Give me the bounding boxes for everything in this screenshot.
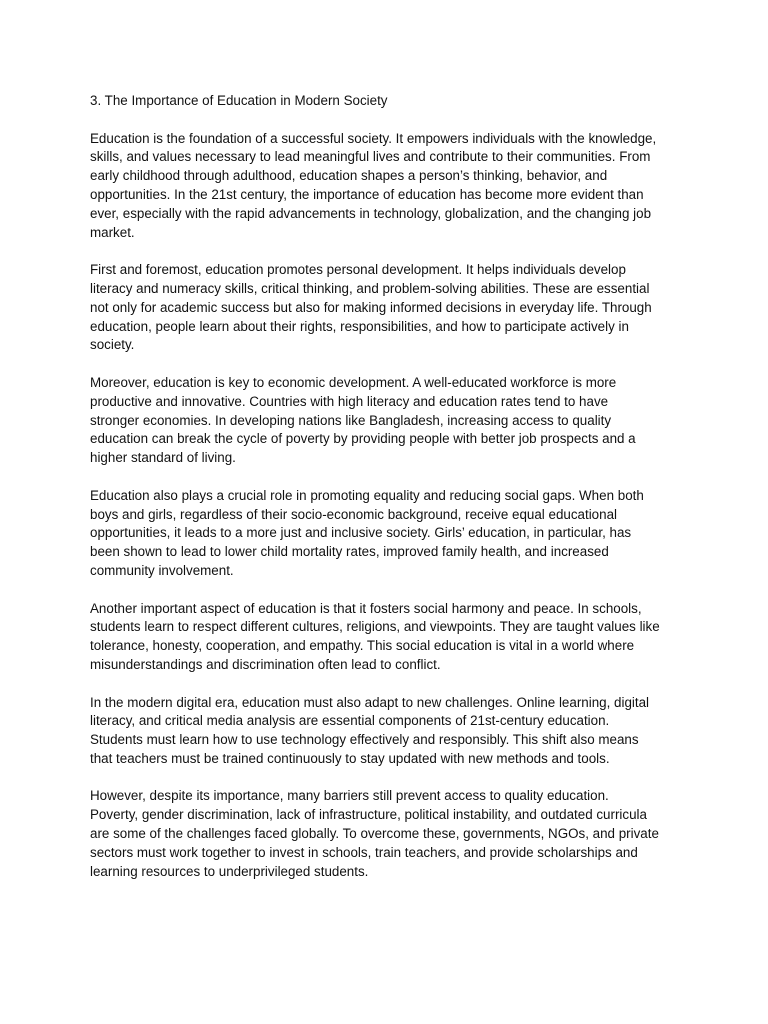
paragraph-line: sectors must work together to invest in schools, train teachers, and provide scholarships and <box>90 844 638 860</box>
paragraph-line: literacy, and critical media analysis are essential components of 21st-century education. <box>90 713 610 729</box>
paragraph-line: boys and girls, regardless of their socio-economic background, receive equal educational <box>90 506 617 522</box>
paragraph-line: education, people learn about their rights, responsibilities, and how to participate actively in <box>90 318 629 334</box>
paragraph-line: opportunities. In the 21st century, the importance of education has become more evident than <box>90 186 644 202</box>
paragraph-line: community involvement. <box>90 562 234 578</box>
paragraph-line: However, despite its importance, many barriers still prevent access to quality education. <box>90 788 609 804</box>
paragraph-line: learning resources to underprivileged students. <box>90 863 369 879</box>
document-title: 3. The Importance of Education in Modern Society <box>90 93 388 108</box>
body-paragraph <box>90 487 680 581</box>
paragraph-line: opportunities, it leads to a more just and inclusive society. Girls’ education, in particular, has <box>90 525 632 541</box>
paragraph-line: education can break the cycle of poverty by providing people with better job prospects and a <box>90 431 636 447</box>
body-paragraph <box>90 374 680 468</box>
paragraph-line: market. <box>90 224 135 240</box>
body-paragraph <box>90 261 680 355</box>
body-paragraph <box>90 130 680 243</box>
body-paragraph <box>90 787 680 881</box>
paragraph-line: literacy and numeracy skills, critical thinking, and problem-solving abilities. These are essential <box>90 280 650 296</box>
paragraph-line: In the modern digital era, education must also adapt to new challenges. Online learning, digital <box>90 694 650 710</box>
paragraph-line: Poverty, gender discrimination, lack of infrastructure, political instability, and outdated curricula <box>90 807 647 823</box>
paragraph-line: that teachers must be trained continuously to stay updated with new methods and tools. <box>90 750 610 766</box>
paragraph-line: Students must learn how to use technology effectively and responsibly. This shift also means <box>90 732 639 748</box>
paragraph-line: tolerance, honesty, cooperation, and empathy. This social education is vital in a world where <box>90 638 635 654</box>
paragraph-line: Education also plays a crucial role in promoting equality and reducing social gaps. When both <box>90 487 644 503</box>
body-paragraph <box>90 694 680 769</box>
paragraph-line: ever, especially with the rapid advancements in technology, globalization, and the changing job <box>90 205 652 221</box>
paragraph-line: productive and innovative. Countries with high literacy and education rates tend to have <box>90 393 609 409</box>
paragraph-line: skills, and values necessary to lead meaningful lives and contribute to their communities. From <box>90 149 651 165</box>
paragraph-line: misunderstandings and discrimination often lead to conflict. <box>90 656 441 672</box>
document-body <box>90 130 680 882</box>
paragraph-line: stronger economies. In developing nations like Bangladesh, increasing access to quality <box>90 412 612 428</box>
paragraph-line: higher standard of living. <box>90 450 236 466</box>
paragraph-line: are some of the challenges faced globally. To overcome these, governments, NGOs, and private <box>90 826 659 842</box>
paragraph-line: not only for academic success but also for making informed decisions in everyday life. Through <box>90 299 652 315</box>
paragraph-line: Education is the foundation of a successful society. It empowers individuals with the knowledge, <box>90 130 657 146</box>
body-paragraph <box>90 600 680 675</box>
paragraph-line: students learn to respect different cultures, religions, and viewpoints. They are taught values like <box>90 619 660 635</box>
paragraph-line: First and foremost, education promotes personal development. It helps individuals develop <box>90 262 626 278</box>
paragraph-line: Moreover, education is key to economic development. A well-educated workforce is more <box>90 374 617 390</box>
paragraph-line: Another important aspect of education is that it fosters social harmony and peace. In schools, <box>90 600 642 616</box>
paragraph-line: early childhood through adulthood, education shapes a person’s thinking, behavior, and <box>90 168 608 184</box>
paragraph-line: been shown to lead to lower child mortality rates, improved family health, and increased <box>90 544 609 560</box>
paragraph-line: society. <box>90 337 135 353</box>
